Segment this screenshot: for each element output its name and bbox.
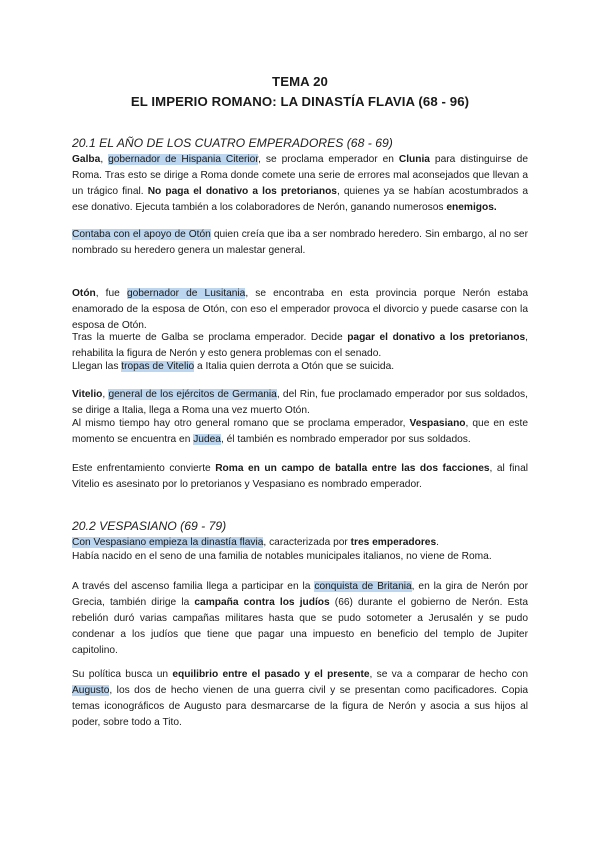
text-run: , se va a comparar de hecho con (369, 669, 529, 680)
title-subject: EL IMPERIO ROMANO: LA DINASTÍA FLAVIA (68 - 96) (130, 94, 470, 109)
text-run: (66) durante el gobierno de Nerón. Esta rebelión duró varias campañas militares hasta que se pudo sotometer a Jerusalén y se pudo condenar a los judíos que tiene que pagar una impuesto en beneficio del templo de Jupiter capitolino. (72, 597, 528, 656)
text-run: Llegan las (72, 361, 122, 372)
bold-text: Vitelio (72, 389, 103, 400)
highlighted-text: conquista de Britania (314, 581, 412, 592)
text-run: , los dos de hecho vienen de una guerra civil y se presentan como pacificadores. Copia temas iconográficos de Augusto para desmarcarse de la figura de Nerón y asocia a sus hijos al poder, sobre todo a Tito. (72, 685, 528, 728)
highlighted-text: Con Vespasiano empieza la dinastía flavia (72, 537, 264, 548)
bold-text: equilibrio entre el pasado y el presente (172, 669, 370, 680)
highlighted-text: gobernador de Hispania Citerior (108, 154, 259, 165)
title-tema: TEMA 20 (272, 74, 328, 89)
text-run: , fue (95, 288, 127, 299)
paragraph-vespasiano-4 (72, 667, 528, 731)
text-run: Al mismo tiempo hay otro general romano que se proclama emperador, (72, 418, 410, 429)
text-run: Tras la muerte de Galba se proclama emperador. Decide (72, 332, 348, 343)
text-run: . (436, 537, 439, 548)
text-run: , (100, 154, 109, 165)
text-run: Este enfrentamiento convierte (72, 463, 216, 474)
bold-text: Otón (72, 288, 96, 299)
text-run: para distinguirse de Roma. Tras esto se dirige a Roma donde comete una serie de errores mal aconsejados que llevan a un trágico final. (72, 154, 528, 197)
highlighted-text: Contaba con el apoyo de Otón (72, 229, 211, 240)
section-heading-1: 20.1 EL AÑO DE LOS CUATRO EMPERADORES (68 - 69) (72, 136, 393, 150)
text-run: , en la gira de Nerón por Grecia, también dirige la (72, 581, 528, 608)
bold-text: campaña contra los judíos (194, 597, 330, 608)
paragraph-galba-oton (72, 227, 528, 259)
text-run: , (102, 389, 109, 400)
text-run: Su política busca un (72, 669, 173, 680)
text-run: A través del ascenso familia llega a participar en la (72, 581, 315, 592)
text-run: , quienes ya se habían acostumbrados a ese donativo. Ejecuta también a los colaboradores de Nerón, ganando numerosos (72, 186, 529, 213)
bold-text: Roma en un campo de batalla entre las dos facciones (215, 463, 490, 474)
bold-text: Vespasiano (409, 418, 466, 429)
highlighted-text: general de los ejércitos de Germania (108, 389, 277, 400)
paragraph-oton-3 (72, 359, 528, 375)
bold-text: enemigos. (446, 202, 497, 213)
bold-text: No paga el donativo a los pretorianos (147, 186, 337, 197)
paragraph-vitelio-2 (72, 416, 528, 448)
text-run: , él también es nombrado emperador por sus soldados. (220, 434, 471, 445)
text-run: , al final Vitelio es asesinato por lo pretorianos y Vespasiano es nombrado emperador. (72, 463, 528, 490)
bold-text: Clunia (398, 154, 430, 165)
section-heading-2: 20.2 VESPASIANO (69 - 79) (72, 519, 227, 533)
paragraph-vitelio-3 (72, 461, 528, 493)
text-run: quien creía que iba a ser nombrado heredero. Sin embargo, al no ser nombrado su heredero genera un malestar general. (72, 229, 528, 256)
paragraph-vespasiano-2 (72, 549, 528, 565)
paragraph-vespasiano-3 (72, 579, 528, 659)
bold-text: tres emperadores (350, 537, 437, 548)
paragraph-oton-2 (72, 330, 528, 362)
bold-text: pagar el donativo a los pretorianos (347, 332, 526, 343)
paragraph-galba (72, 152, 528, 216)
bold-text: Galba (72, 154, 101, 165)
paragraph-oton (72, 286, 528, 334)
highlighted-text: tropas de Vitelio (121, 361, 195, 372)
highlighted-text: Judea (193, 434, 221, 445)
text-run: , del Rin, fue proclamado emperador por sus soldados, se dirige a Italia, llega a Roma una vez muerto Otón. (72, 389, 528, 416)
paragraph-vitelio (72, 387, 528, 419)
highlighted-text: Augusto (72, 685, 110, 696)
text-run: , rehabilita la figura de Nerón y esto genera problemas con el senado. (72, 332, 528, 359)
highlighted-text: gobernador de Lusitania (126, 288, 246, 299)
text-run: a Italia quien derrota a Otón que se suicida. (194, 361, 395, 372)
text-run: , caracterizada por (263, 537, 351, 548)
text-run: , que en este momento se encuentra en (72, 418, 528, 445)
text-run: , se encontraba en esta provincia porque Nerón estaba enamorado de la esposa de Otón, con eso el emperador provoca el divorcio y puede casarse con la esposa de Otón. (72, 288, 529, 331)
text-run: Había nacido en el seno de una familia de notables municipales italianos, no viene de Roma. (72, 551, 492, 562)
text-run: , se proclama emperador en (258, 154, 399, 165)
